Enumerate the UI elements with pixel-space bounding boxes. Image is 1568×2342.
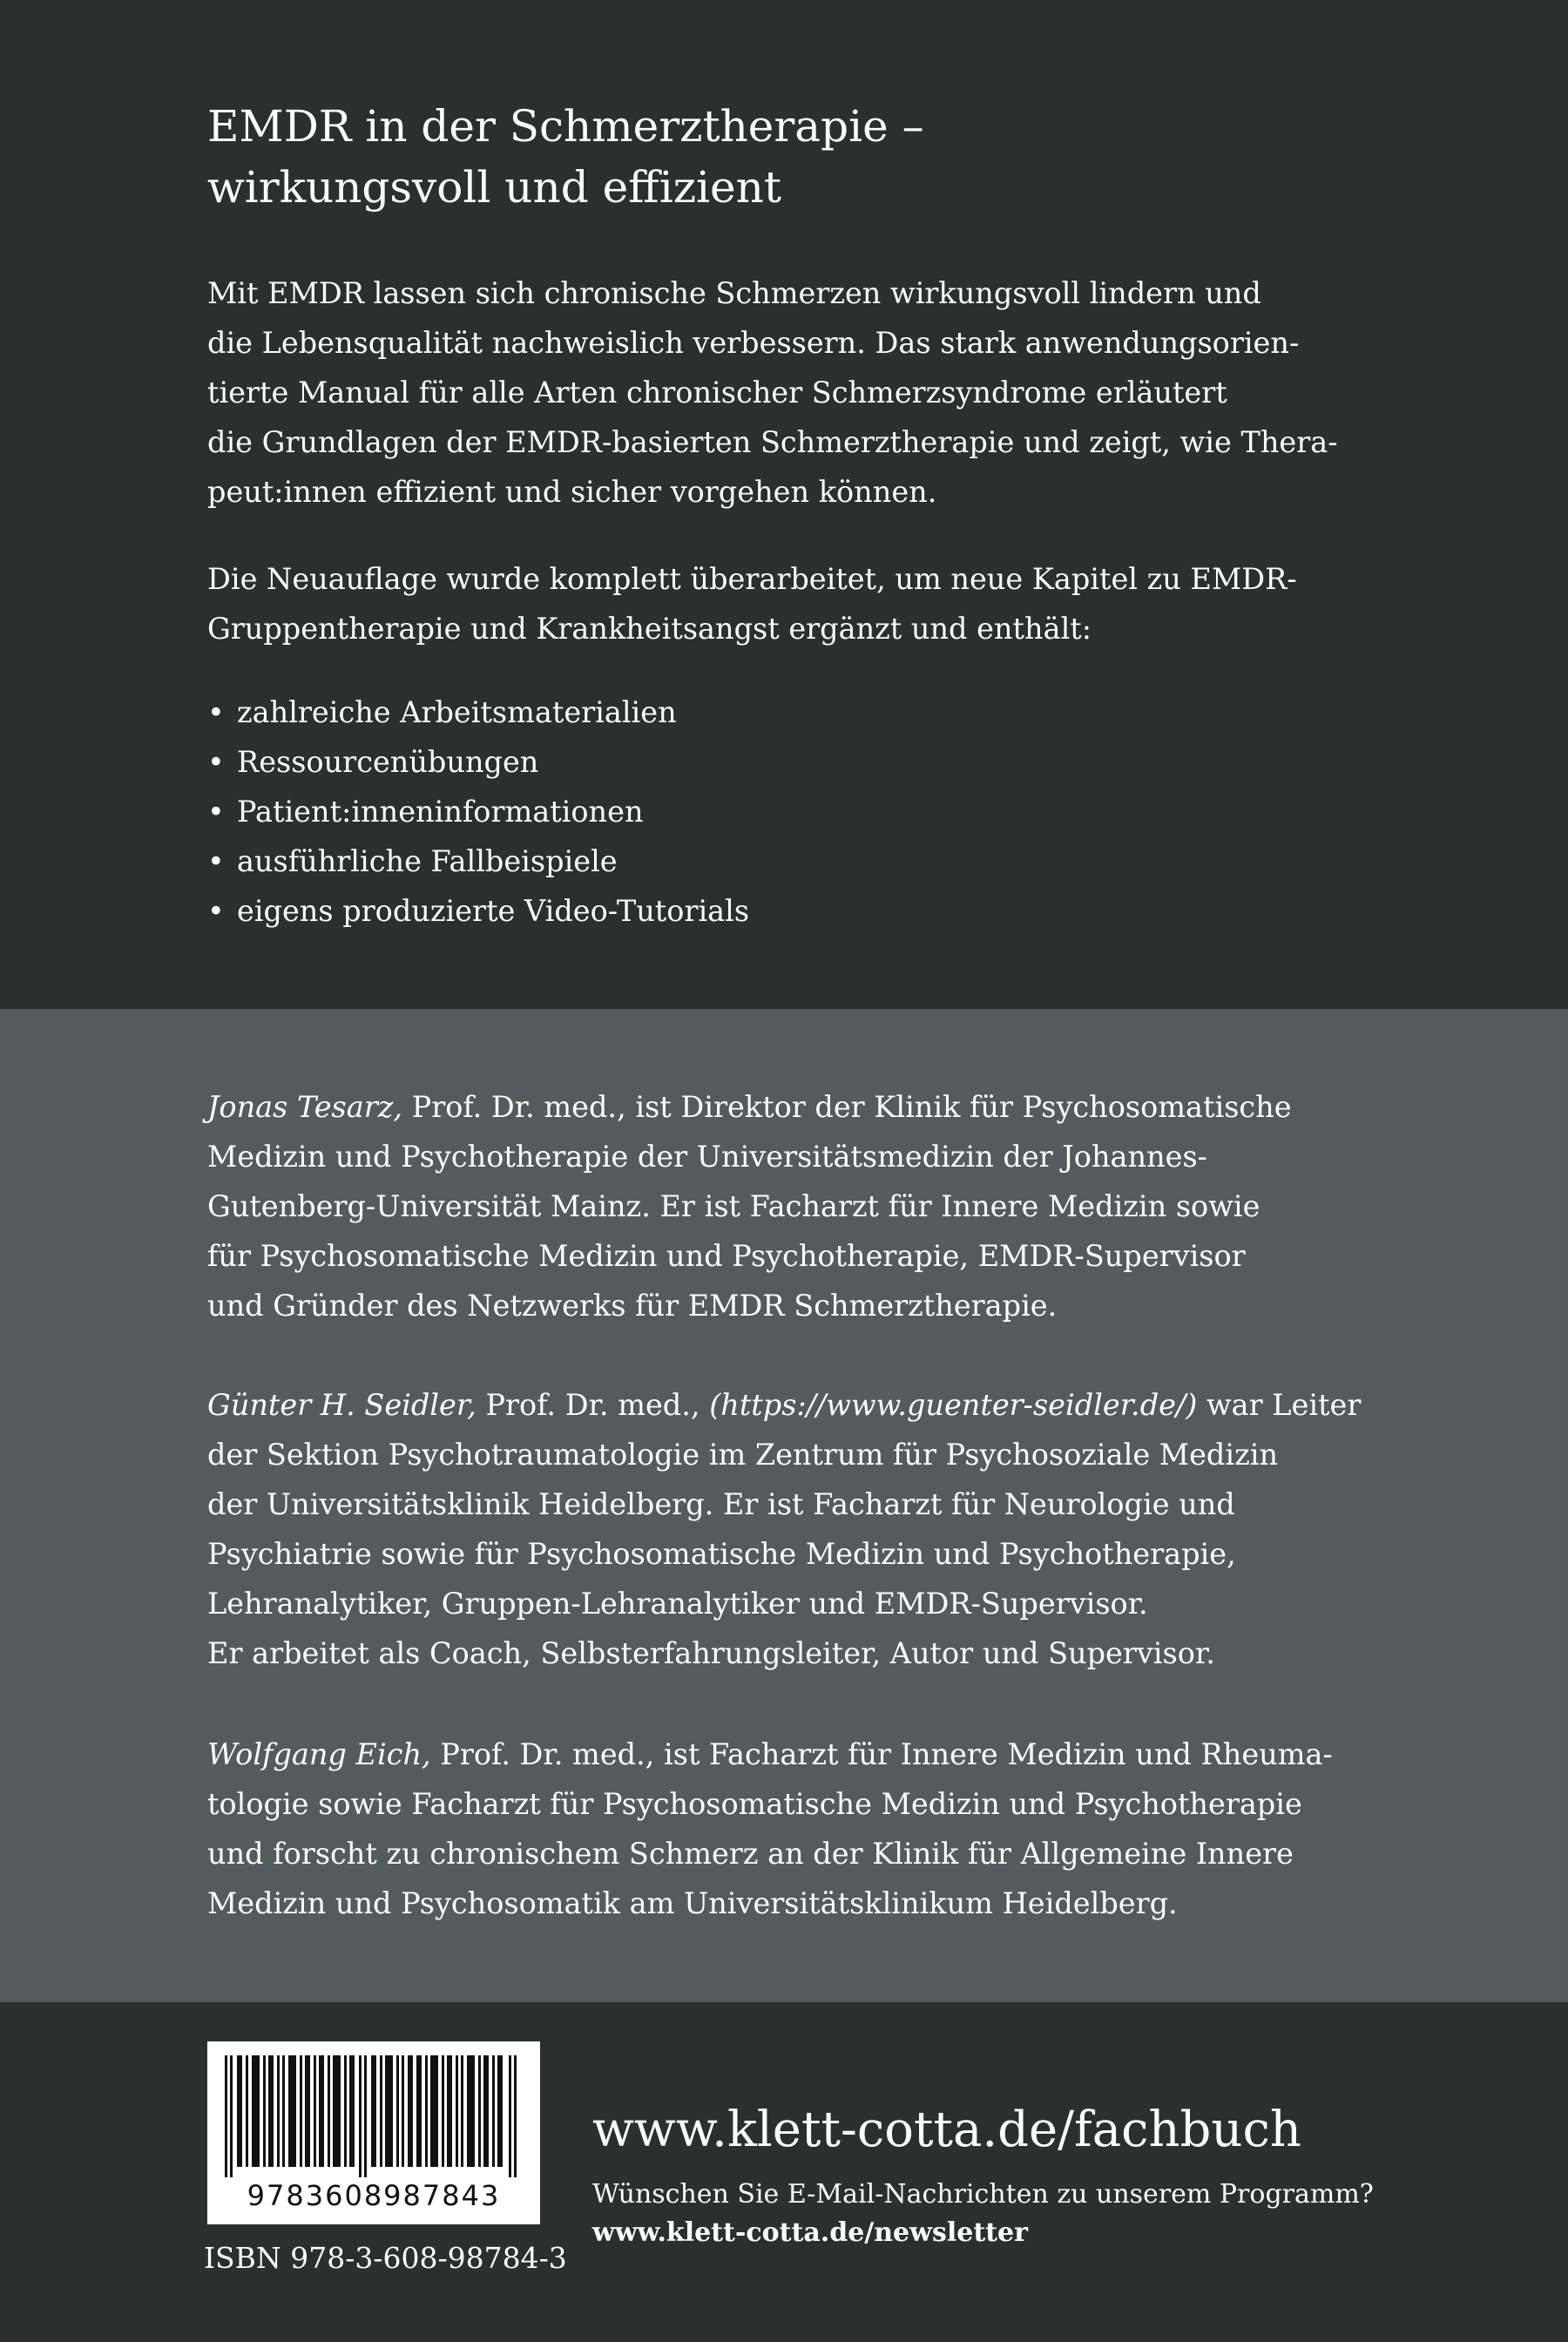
author-name: Wolfgang Eich, bbox=[207, 1737, 431, 1771]
author-name: Jonas Tesarz, bbox=[207, 1090, 403, 1124]
newsletter-prompt: Wünschen Sie E-Mail-Nachrichten zu unserem Programm? bbox=[592, 2179, 1374, 2210]
list-item: • ausführliche Fallbeispiele bbox=[207, 836, 1409, 886]
isbn: ISBN 978-3-608-98784-3 bbox=[204, 2241, 567, 2275]
list-item: • zahlreiche Arbeitsmaterialien bbox=[207, 687, 1409, 737]
bullet-icon: • bbox=[207, 745, 225, 779]
author-name: Günter H. Seidler, bbox=[207, 1388, 476, 1422]
author-website-link[interactable]: (https://www.guenter-seidler.de/) bbox=[709, 1388, 1198, 1422]
author-bio-seidler: Günter H. Seidler, Prof. Dr. med., (https://www.guenter-seidler.de/) war Leiter der Sektion Psychotraumatologie im Zentrum für Psychosoziale Medizin der Universitätsklinik Heidelberg. Er ist Facharzt für Neurologie und Psychiatrie sowie für Psychosomatische Medizin und Psychotherapie, Lehranalytiker, Gruppen-Lehranalytiker und EMDR-Supervisor. Er arbeitet als Coach, Selbsterfahrungsleiter, Autor und Supervisor. bbox=[207, 1388, 1362, 1670]
feature-list bbox=[207, 687, 1409, 936]
list-item: • Ressourcenübungen bbox=[207, 737, 1409, 787]
author-bio-eich: Wolfgang Eich, Prof. Dr. med., ist Facharzt für Innere Medizin und Rheuma- tologie sowie Facharzt für Psychosomatische Medizin und Psychotherapie und forscht zu chronischem Schmerz an der Klinik für Allgemeine Innere Medizin und Psychosomatik am Universitätsklinikum Heidelberg. bbox=[207, 1737, 1333, 1920]
list-item: • eigens produzierte Video-Tutorials bbox=[207, 886, 1409, 936]
bullet-icon: • bbox=[207, 844, 225, 878]
intro-paragraph: Die Neuauflage wurde komplett überarbeitet, um neue Kapitel zu EMDR- Gruppentherapie und Krankheitsangst ergänzt und enthält: bbox=[207, 562, 1297, 646]
bullet-icon: • bbox=[207, 894, 225, 928]
newsletter-link[interactable]: www.klett-cotta.de/newsletter bbox=[592, 2217, 1028, 2248]
barcode bbox=[207, 2041, 540, 2224]
bullet-icon: • bbox=[207, 695, 225, 729]
lead-paragraph: Mit EMDR lassen sich chronische Schmerzen wirkungsvoll lindern und die Lebensqualität nachweislich verbessern. Das stark anwendungsorien- tierte Manual für alle Arten chronischer Schmerzsyndrome erläutert die Grundlagen der EMDR-basierten Schmerztherapie und zeigt, wie Thera- peut:innen effizient und sicher vorgehen können. bbox=[207, 276, 1338, 509]
headline: EMDR in der Schmerztherapie – wirkungsvoll und effizient bbox=[207, 101, 924, 213]
barcode-bars-icon bbox=[225, 2055, 523, 2177]
author-bio-tesarz: Jonas Tesarz, Prof. Dr. med., ist Direktor der Klinik für Psychosomatische Medizin und Psychotherapie der Universitätsmedizin der Johannes- Gutenberg-Universität Mainz. Er ist Facharzt für Innere Medizin sowie für Psychosomatische Medizin und Psychotherapie, EMDR-Supervisor und Gründer des Netzwerks für EMDR Schmerztherapie. bbox=[207, 1090, 1292, 1323]
list-item: • Patient:inneninformationen bbox=[207, 787, 1409, 836]
website-link[interactable]: www.klett-cotta.de/fachbuch bbox=[592, 2102, 1301, 2158]
barcode-digits: 9783608987843 bbox=[247, 2179, 501, 2212]
bullet-icon: • bbox=[207, 795, 225, 829]
